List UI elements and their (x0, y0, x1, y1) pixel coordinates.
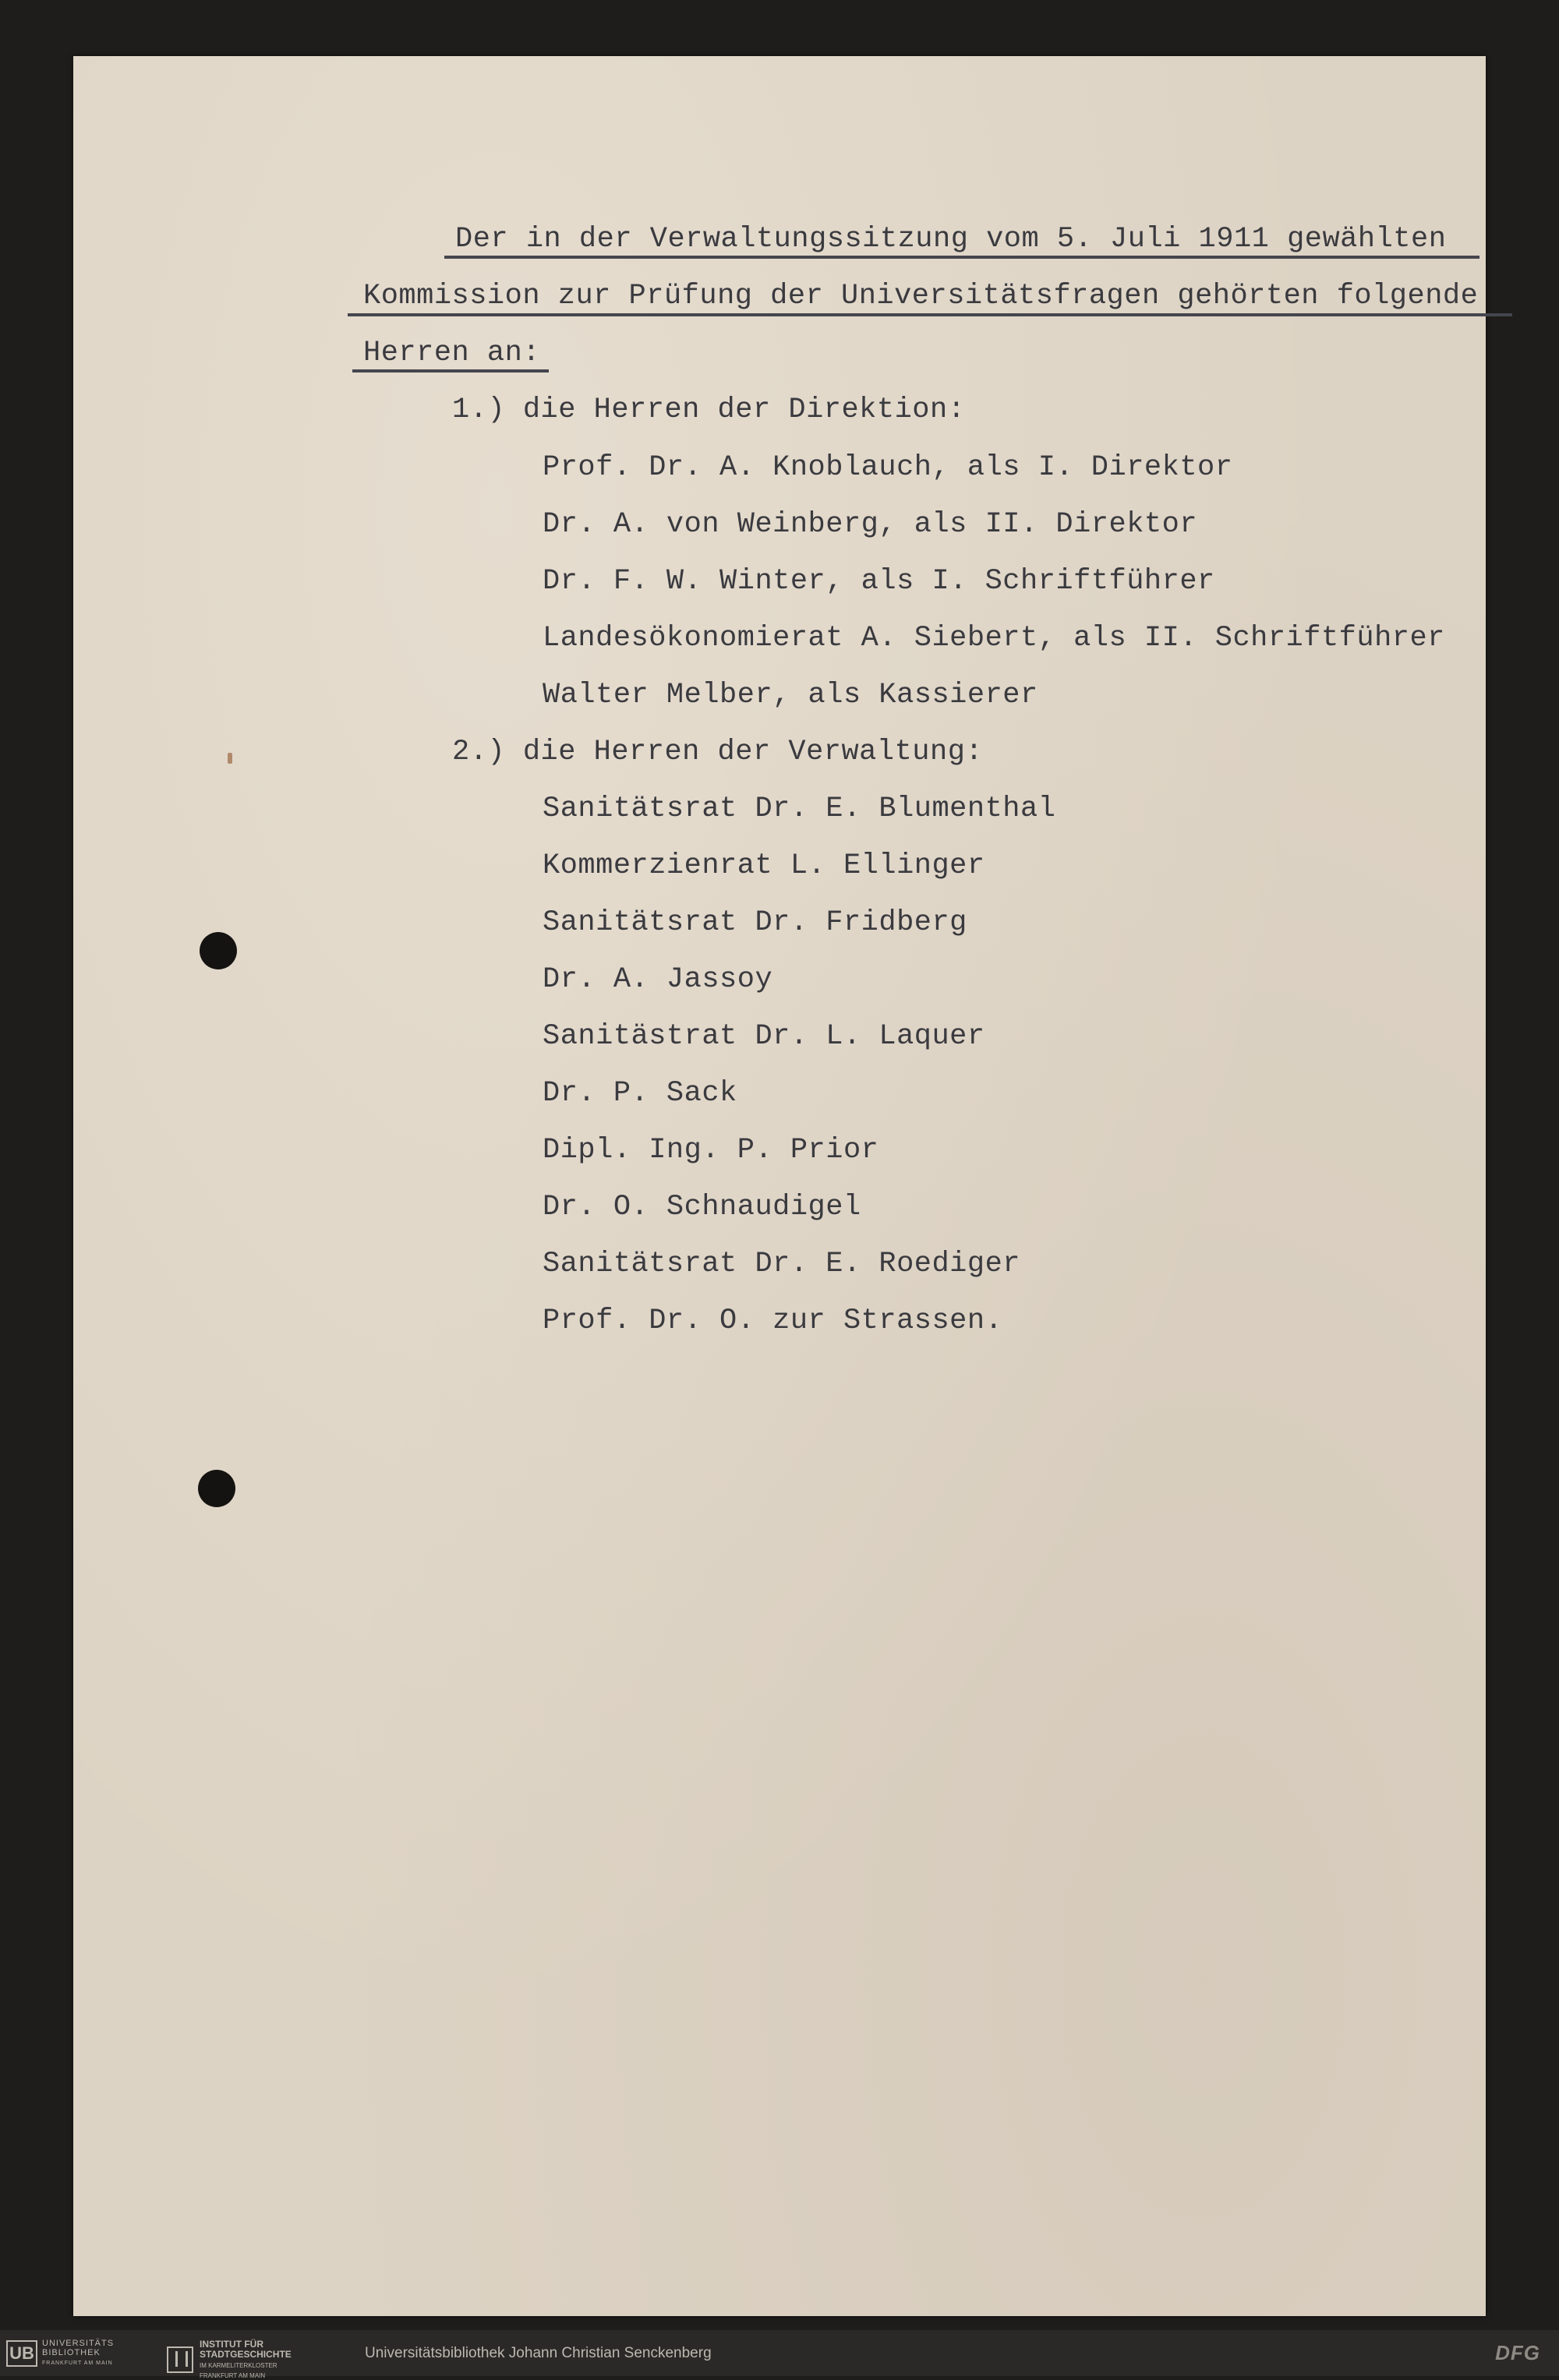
isg-logo-icon (167, 2346, 193, 2373)
ub-logo-mark: UB (6, 2340, 37, 2367)
intro-line-1: Der in der Verwaltungssitzung vom 5. Juli 1911 gewählten (455, 223, 1447, 256)
list-item: Dipl. Ing. P. Prior (543, 1134, 879, 1167)
list-item: Sanitätsrat Dr. Fridberg (543, 906, 967, 939)
underline (352, 369, 549, 373)
list-item: Walter Melber, als Kassierer (543, 679, 1038, 712)
punch-hole (198, 1470, 235, 1507)
isg-logo-line: IM KARMELITERKLOSTER (200, 2362, 278, 2369)
intro-line-3: Herren an: (363, 337, 541, 369)
dfg-logo[interactable]: DFG (1495, 2341, 1540, 2364)
underline (348, 313, 1512, 316)
isg-logo[interactable] (167, 2339, 292, 2380)
underline (444, 256, 1479, 259)
list-item: Prof. Dr. O. zur Strassen. (543, 1305, 1003, 1337)
ub-logo-line: UNIVERSITÄTS (42, 2339, 115, 2348)
isg-logo-text (200, 2339, 292, 2380)
ub-logo-text (42, 2339, 114, 2368)
list-item: Dr. P. Sack (543, 1077, 737, 1110)
list-item: Dr. A. Jassoy (543, 963, 773, 996)
section-2-heading: 2.) die Herren der Verwaltung: (452, 736, 984, 768)
viewer-footer (0, 2330, 1559, 2379)
library-credit: Universitätsbibliothek Johann Christian Senckenberg (365, 2345, 712, 2361)
ub-logo-line: FRANKFURT AM MAIN (42, 2361, 113, 2366)
list-item: Sanitätsrat Dr. E. Roediger (543, 1248, 1020, 1280)
paper-mark (228, 753, 232, 764)
section-1-heading: 1.) die Herren der Direktion: (452, 394, 966, 426)
list-item: Kommerzienrat L. Ellinger (543, 849, 985, 882)
ub-logo[interactable] (6, 2341, 114, 2366)
isg-logo-line: STADTGESCHICHTE (200, 2349, 292, 2360)
list-item: Dr. F. W. Winter, als I. Schriftführer (543, 565, 1215, 598)
list-item: Dr. O. Schnaudigel (543, 1191, 861, 1224)
list-item: Landesökonomierat A. Siebert, als II. Schriftführer (543, 622, 1445, 655)
list-item: Sanitästrat Dr. L. Laquer (543, 1020, 985, 1053)
isg-logo-line: FRANKFURT AM MAIN (200, 2372, 266, 2379)
list-item: Dr. A. von Weinberg, als II. Direktor (543, 508, 1198, 541)
punch-hole (200, 932, 237, 969)
ub-logo-line: BIBLIOTHEK (42, 2348, 101, 2357)
intro-line-2: Kommission zur Prüfung der Universitätsfragen gehörten folgende (363, 280, 1479, 313)
isg-logo-line: INSTITUT FÜR (200, 2339, 263, 2350)
document-page (73, 56, 1486, 2316)
list-item: Prof. Dr. A. Knoblauch, als I. Direktor (543, 451, 1233, 484)
list-item: Sanitätsrat Dr. E. Blumenthal (543, 793, 1056, 825)
